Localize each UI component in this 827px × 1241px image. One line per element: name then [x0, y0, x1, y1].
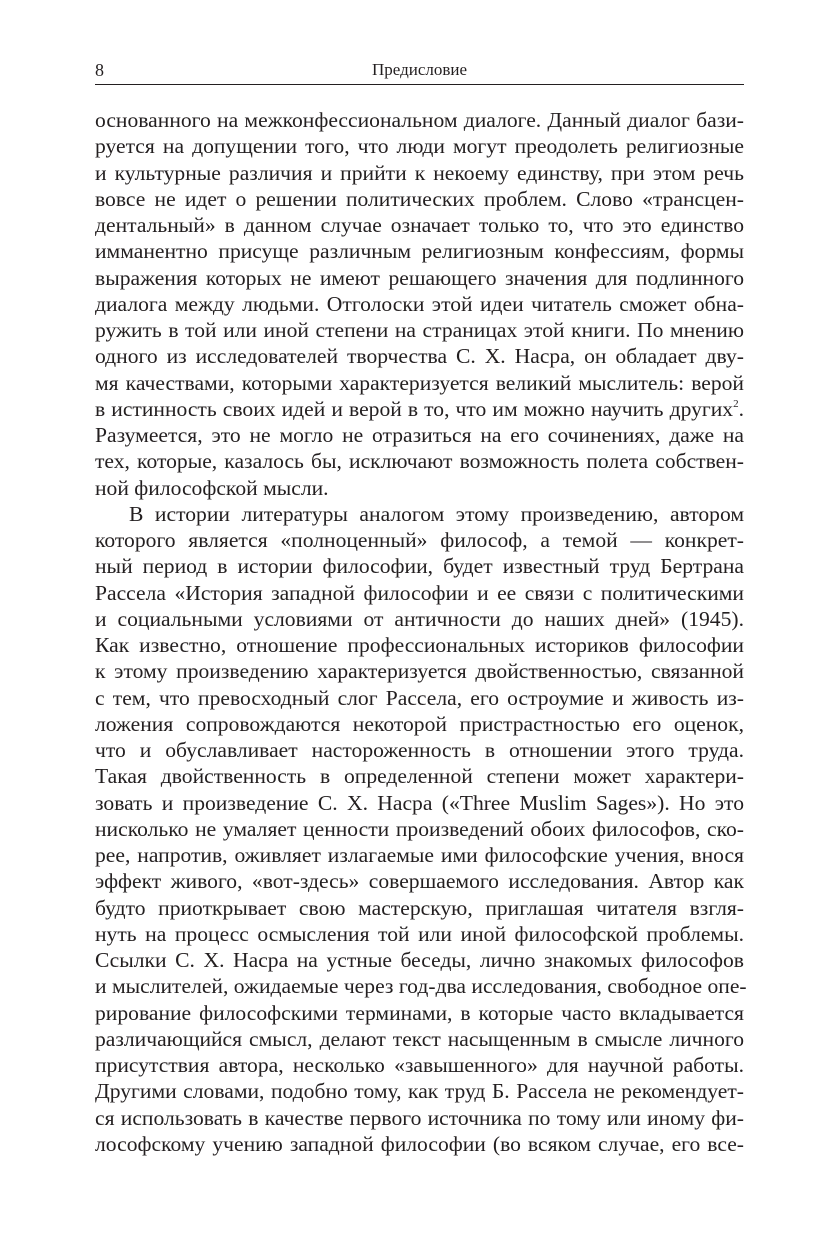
running-head-title: Предисловие [371, 60, 468, 79]
footnote-tail: . [738, 396, 744, 421]
text-line: присутствия автора, несколько «завышенного» для научной работы. [95, 1053, 744, 1077]
text-line: и социальными условиями от античности до наших дней» (1945). [95, 606, 744, 631]
text-line: различающийся смысл, делают текст насыщенным в смысле личного [95, 1026, 744, 1051]
text-line: Разумеется, это не могло не отразиться на его сочинениях, даже на [95, 423, 744, 447]
text-line: нисколько не умаляет ценности произведений обоих философов, ско- [95, 816, 744, 841]
text-line: Ссылки С. Х. Насра на устные беседы, лично знакомых философов [95, 948, 744, 972]
body-text [95, 107, 747, 1157]
text-line: нуть на процесс осмысления той или иной философской проблемы. [95, 921, 744, 946]
text-line: диалога между людьми. Отголоски этой идеи читатель сможет обна- [95, 291, 744, 316]
text-line: будто приоткрывает свою мастерскую, приглашая читателя взгля- [95, 895, 744, 920]
text-line: дентальный» в данном случае означает только то, что это единство [95, 213, 744, 237]
text-line: руется на допущении того, что люди могут преодолеть религиозные [95, 134, 744, 159]
paragraph-2 [95, 501, 747, 1157]
book-page [95, 54, 747, 1157]
text-line: и культурные различия и прийти к некоему единству, при этом речь [95, 160, 744, 185]
text-line: выражения которых не имеют решающего значения для подлинного [95, 265, 744, 290]
text-line: В истории литературы аналогом этому произведению, автором [129, 501, 744, 526]
text-line: одного из исследователей творчества С. Х. Насра, он обладает дву- [95, 344, 744, 369]
text-line: ружить в той или иной степени на страницах этой книги. По мнению [95, 318, 744, 342]
text-line: тех, которые, казалось бы, исключают возможность полета собствен- [95, 449, 744, 474]
text-line: к этому произведению характеризуется двойственностью, связанной [95, 659, 744, 684]
page-number: 8 [95, 60, 104, 80]
text-line: ся использовать в качестве первого источника по тому или иному фи- [95, 1105, 744, 1130]
text-line: Рассела «История западной философии и ее связи с политическими [95, 580, 744, 605]
text-line: эффект живого, «вот-здесь» совершаемого исследования. Автор как [95, 869, 744, 894]
text-line: с тем, что превосходный слог Рассела, его остроумие и живость из- [95, 685, 744, 710]
footnote-reference[interactable]: 2 [733, 397, 739, 410]
text-line: имманентно присуще различным религиозным конфессиям, формы [95, 239, 744, 264]
text-line: что и обуславливает настороженность в отношении этого труда. [95, 738, 744, 762]
text-line: лософскому учению западной философии (во всяком случае, его все- [95, 1131, 744, 1156]
text-line: Такая двойственность в определенной степени может характери- [95, 764, 744, 789]
text-line: вовсе не идет о решении политических проблем. Слово «трансцен- [95, 186, 744, 211]
text-line: мя качествами, которыми характеризуется великий мыслитель: верой [95, 370, 744, 395]
text-line-content: в истинность своих идей и верой в то, что им можно научить других [95, 396, 734, 421]
text-line: ный период в истории философии, будет известный труд Бертрана [95, 554, 744, 579]
text-line: которого является «полноценный» философ, а темой — конкрет- [95, 528, 744, 552]
text-line: ложения сопровождаются некоторой пристрастностью его оценок, [95, 711, 744, 736]
text-line: рее, напротив, оживляет излагаемые ими философские учения, внося [95, 843, 744, 867]
text-line: основанного на межконфессиональном диалоге. Данный диалог бази- [95, 108, 744, 132]
text-line: ной философской мысли. [95, 475, 329, 500]
text-line: Другими словами, подобно тому, как труд Б. Рассела не рекомендует- [95, 1079, 744, 1104]
text-line: рирование философскими терминами, в которые часто вкладывается [95, 1000, 744, 1025]
paragraph-1 [95, 107, 744, 501]
running-head [95, 54, 744, 85]
text-line: и мыслителей, ожидаемые через год-два исследования, свободное опе- [95, 974, 747, 999]
text-line: зовать и произведение С. Х. Насра («Three Muslim Sages»). Но это [95, 790, 744, 815]
text-line: Как известно, отношение профессиональных историков философии [95, 633, 744, 657]
text-line-with-footnote [95, 396, 744, 422]
